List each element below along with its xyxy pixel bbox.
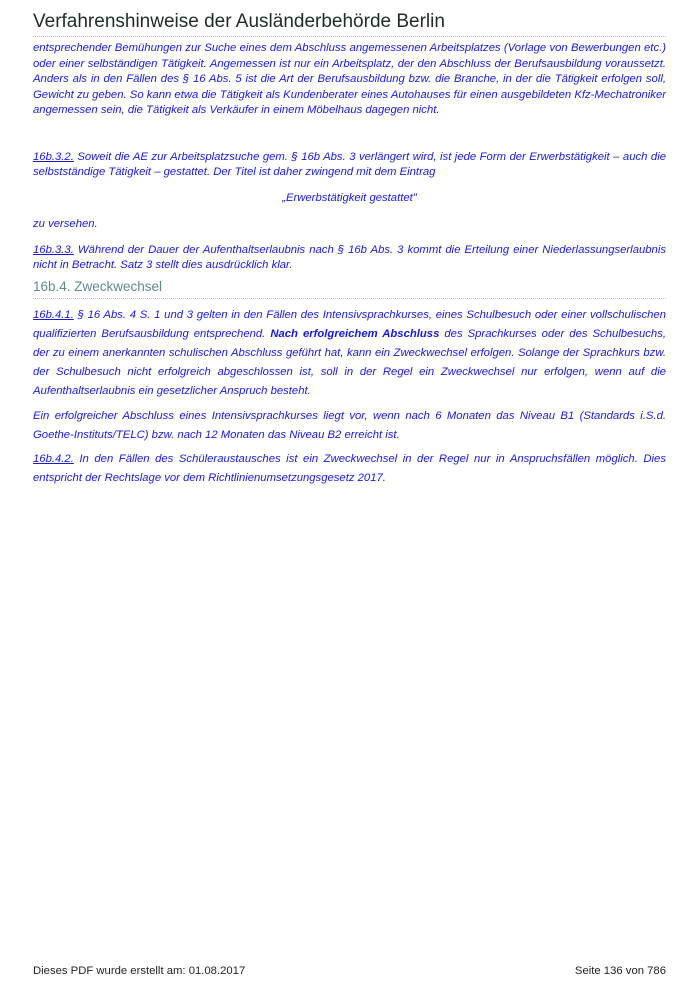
paragraph-16b-3-3 — [33, 243, 666, 274]
reference-link-16b-4-2[interactable]: 16b.4.2. — [33, 452, 74, 465]
paragraph-16b-4-2 — [33, 450, 666, 488]
quoted-entry: „Erwerbstätigkeit gestattet" — [282, 191, 417, 204]
paragraph-16b-3-2 — [33, 150, 666, 181]
paragraph-text: Während der Dauer der Aufenthaltserlaubnis nach § 16b Abs. 3 kommt die Erteilung einer Niederlassungserlaubnis nicht in Betracht. Satz 3 stellt dies ausdrücklich klar. — [33, 243, 666, 271]
document-body — [33, 41, 666, 488]
footer-creation-date: Dieses PDF wurde erstellt am: 01.08.2017 — [33, 965, 246, 977]
paragraph-text: § 16 Abs. 4 S. 1 und 3 gelten in den Fällen des Intensivsprachkurses, eines Schulbesuch oder einer vollschulischen qualifizierten Berufsausbildung entsprechend. — [33, 308, 666, 340]
section-heading-zweckwechsel: 16b.4. Zweckwechsel — [33, 278, 666, 299]
bold-emphasis: Nach erfolgreichem Abschluss — [270, 327, 440, 340]
intro-paragraph: entsprechender Bemühungen zur Suche eines dem Abschluss angemessenen Arbeitsplatzes (Vorlage von Bewerbungen etc.) oder einer selbständigen Tätigkeit. Angemessen ist nur ein Arbeitsplatz, der den Abschluss der Berufsausbildung voraussetzt. Anders als in den Fällen des § 16 Abs. 5 ist die Art der Berufsausbildung bzw. die Branche, in der die Tätigkeit erfolgen soll, Gewicht zu geben. So kann etwa die Tätigkeit als Kundenberater eines Autohauses für einen ausgebildeten Kfz-Mechatroniker angemessen sein, die Tätigkeit als Verkäufer in einem Möbelhaus dagegen nicht. — [33, 42, 666, 116]
header-divider — [33, 36, 666, 37]
paragraph-16b-4-1 — [33, 306, 666, 402]
paragraph-text: Soweit die AE zur Arbeitsplatzsuche gem. § 16b Abs. 3 verlängert wird, ist jede Form der Erwerbstätigkeit – auch die selbstständige Tätigkeit – gestattet. Der Titel ist daher zwingend mit dem Eintrag — [33, 150, 666, 178]
footer-page-number: Seite 136 von 786 — [574, 965, 666, 977]
reference-link-16b-3-3[interactable]: 16b.3.3. — [33, 243, 74, 256]
paragraph-text: des Sprachkurses oder des Schulbesuchs, der zu einem anerkannten schulischen Abschluss geführt hat, kann ein Zweckwechsel erfolgen. Solange der Sprachkurs bzw. der Schulbesuch nicht erfolgreich abgeschlossen ist, soll in der Regel ein Zweckwechsel nur erfolgen, wenn auf die Aufenthaltserlaubnis ein gesetzlicher Anspruch besteht. — [33, 327, 666, 398]
reference-link-16b-3-2[interactable]: 16b.3.2. — [33, 150, 74, 163]
intensivsprachkurs-paragraph: Ein erfolgreicher Abschluss eines Intensivsprachkurses liegt vor, wenn nach 6 Monaten das Niveau B1 (Standards i.S.d. Goethe-Instituts/TELC) bzw. nach 12 Monaten das Niveau B2 erreicht ist. — [33, 409, 666, 441]
reference-link-16b-4-1[interactable]: 16b.4.1. — [33, 308, 74, 321]
page-title: Verfahrenshinweise der Ausländerbehörde Berlin — [33, 11, 445, 32]
paragraph-text: In den Fällen des Schüleraustausches ist ein Zweckwechsel in der Regel nur in Anspruchsfällen möglich. Dies entspricht der Rechtslage vor dem Richtlinienumsetzungsgesetz 2017. — [33, 452, 666, 485]
zu-versehen-text: zu versehen. — [33, 218, 98, 230]
